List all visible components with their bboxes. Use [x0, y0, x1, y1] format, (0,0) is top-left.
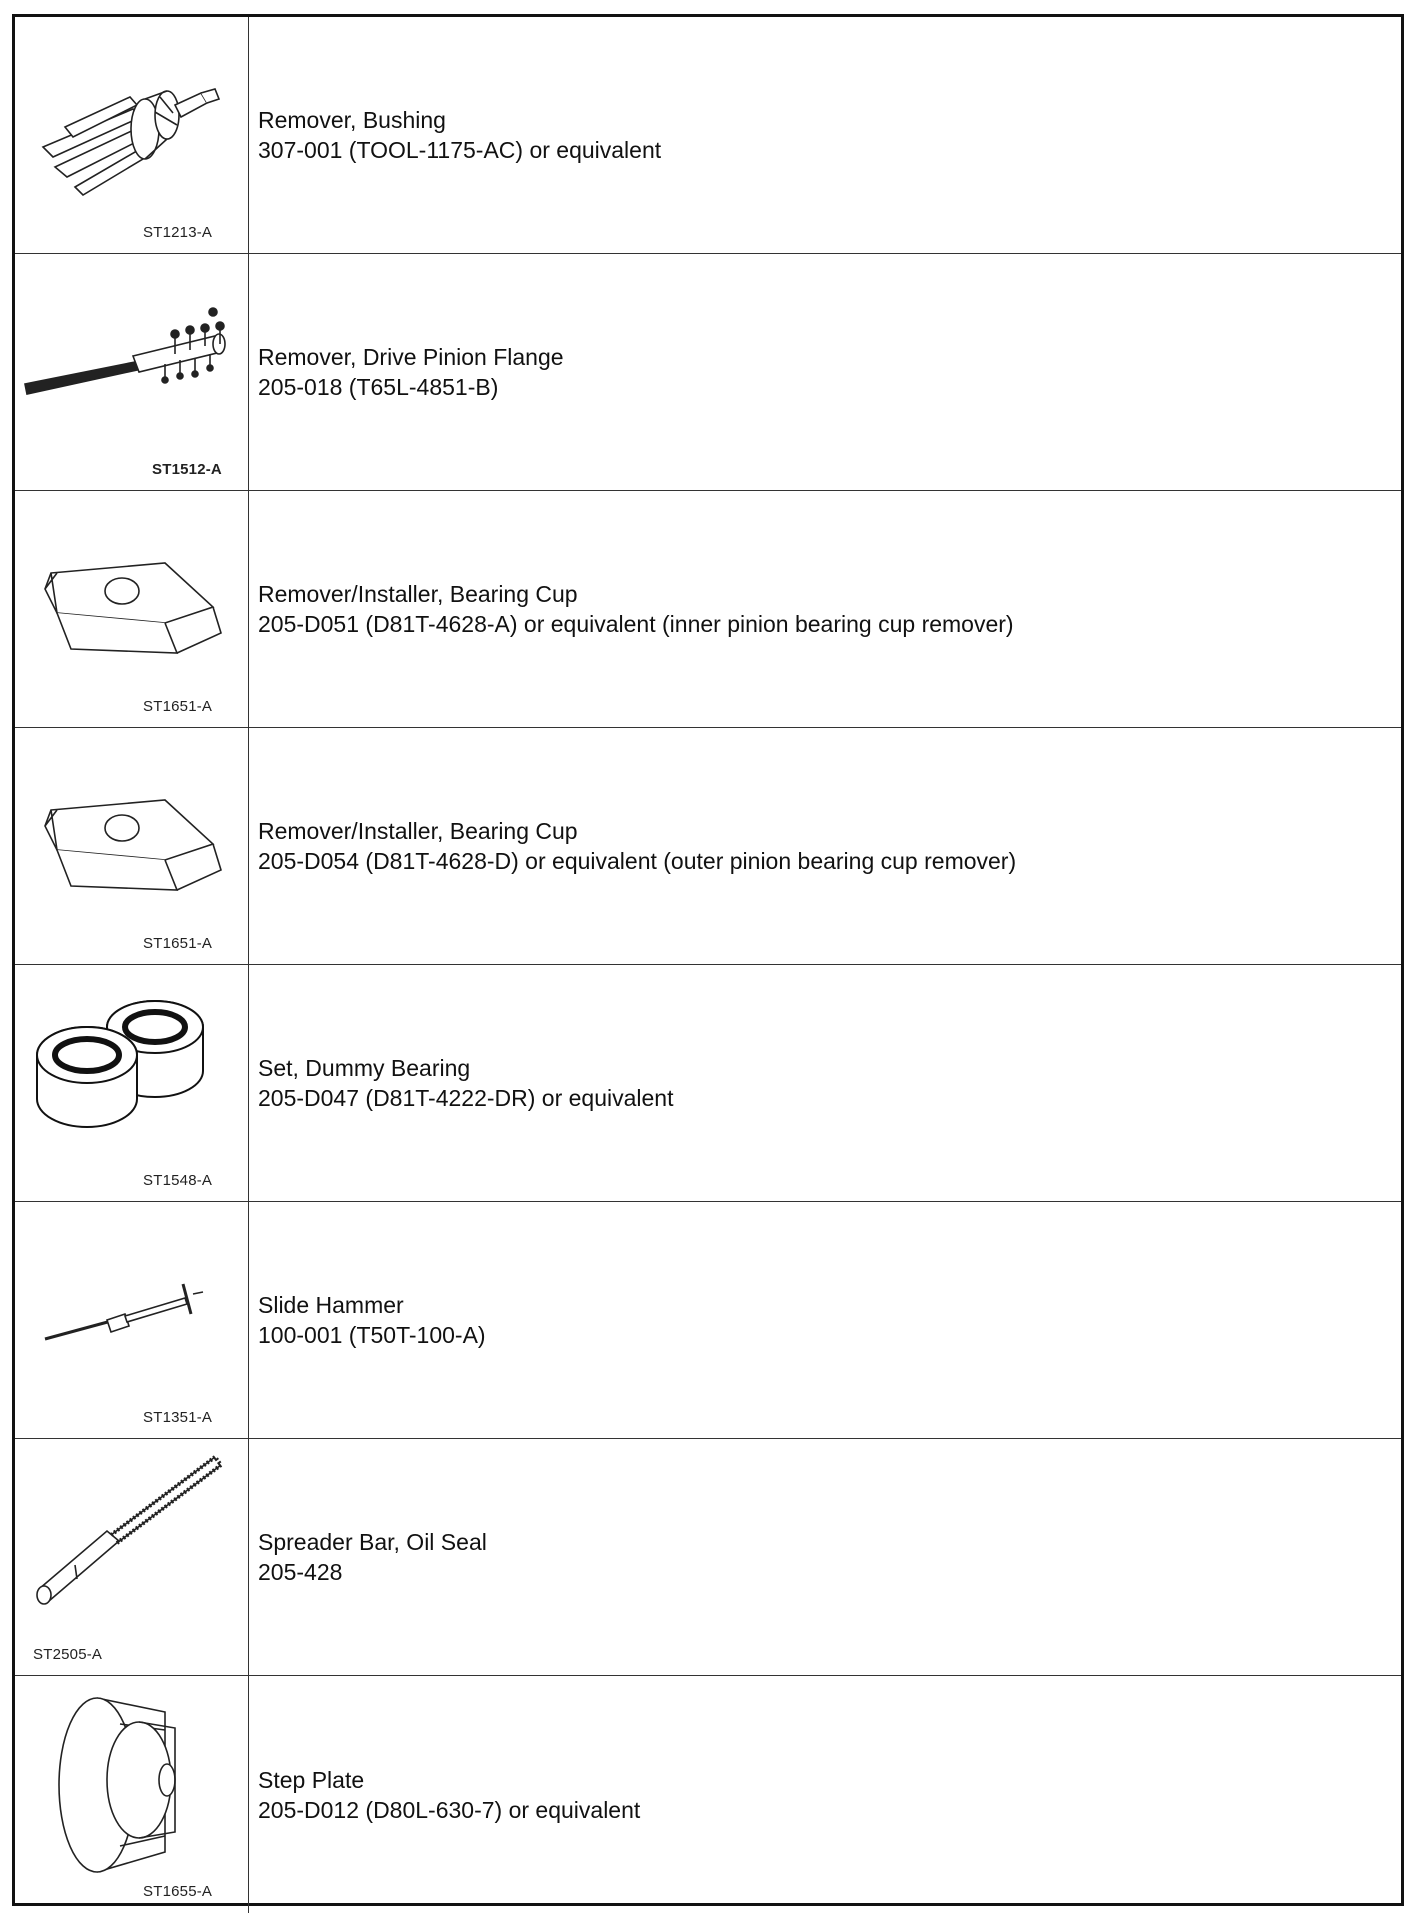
tool-image-cell — [15, 965, 249, 1201]
image-code: ST1548-A — [143, 1172, 213, 1189]
tool-description — [258, 1676, 640, 1913]
tool-description — [258, 965, 674, 1201]
tool-description — [258, 728, 1016, 964]
image-code: ST1512-A — [152, 461, 222, 478]
table-row — [15, 965, 1401, 1202]
image-code: ST1655-A — [143, 1883, 213, 1900]
tool-image-cell — [15, 1202, 249, 1438]
table-row — [15, 1202, 1401, 1439]
tool-name: Step Plate — [258, 1766, 365, 1793]
tool-description — [258, 491, 1014, 727]
tool-name: Remover/Installer, Bearing Cup — [258, 818, 578, 844]
bearing-cup-block-icon — [15, 728, 249, 965]
tool-name: Remover, Bushing — [258, 107, 446, 133]
tool-part-number: 205-D051 (D81T-4628-A) or equivalent (inner pinion bearing cup remover) — [258, 611, 1014, 637]
table-row — [15, 1439, 1401, 1676]
tool-name: Spreader Bar, Oil Seal — [258, 1529, 487, 1555]
special-tools-table — [12, 14, 1404, 1906]
step-plate-icon — [15, 1676, 249, 1913]
image-code: ST1651-A — [143, 698, 213, 715]
tool-description — [258, 1439, 487, 1675]
bushing-remover-icon — [15, 17, 249, 254]
tool-name: Remover/Installer, Bearing Cup — [258, 581, 578, 607]
tool-part-number: 307-001 (TOOL-1175-AC) or equivalent — [258, 137, 662, 163]
slide-hammer-icon — [15, 1202, 249, 1439]
table-row — [15, 254, 1401, 491]
pinion-flange-remover-icon — [15, 254, 249, 491]
image-code: ST2505-A — [33, 1646, 103, 1663]
bearing-cup-block-icon — [15, 491, 249, 728]
tool-part-number: 205-428 — [258, 1559, 343, 1585]
table-row — [15, 1676, 1401, 1913]
tool-image-cell — [15, 491, 249, 727]
tool-image-cell — [15, 254, 249, 490]
tool-image-cell — [15, 17, 249, 253]
tool-part-number: 100-001 (T50T-100-A) — [258, 1322, 486, 1348]
table-row — [15, 728, 1401, 965]
tool-description — [258, 254, 564, 490]
tool-image-cell — [15, 1676, 249, 1913]
tool-image-cell — [15, 1439, 249, 1675]
tool-description — [258, 17, 661, 253]
tool-name: Slide Hammer — [258, 1292, 404, 1318]
image-code: ST1651-A — [143, 935, 213, 952]
tool-part-number: 205-D047 (D81T-4222-DR) or equivalent — [258, 1085, 674, 1111]
image-code: ST1351-A — [143, 1409, 213, 1426]
spreader-bar-icon — [15, 1439, 249, 1676]
tool-part-number: 205-018 (T65L-4851-B) — [258, 374, 499, 400]
tool-part-number: 205-D012 (D80L-630-7) or equivalent — [258, 1796, 641, 1823]
table-row — [15, 491, 1401, 728]
tool-name: Remover, Drive Pinion Flange — [258, 344, 564, 370]
table-row — [15, 17, 1401, 254]
tool-part-number: 205-D054 (D81T-4628-D) or equivalent (outer pinion bearing cup remover) — [258, 848, 1017, 874]
tool-name: Set, Dummy Bearing — [258, 1055, 471, 1081]
tool-image-cell — [15, 728, 249, 964]
image-code: ST1213-A — [143, 224, 213, 241]
tool-description — [258, 1202, 486, 1438]
dummy-bearing-icon — [15, 965, 249, 1202]
